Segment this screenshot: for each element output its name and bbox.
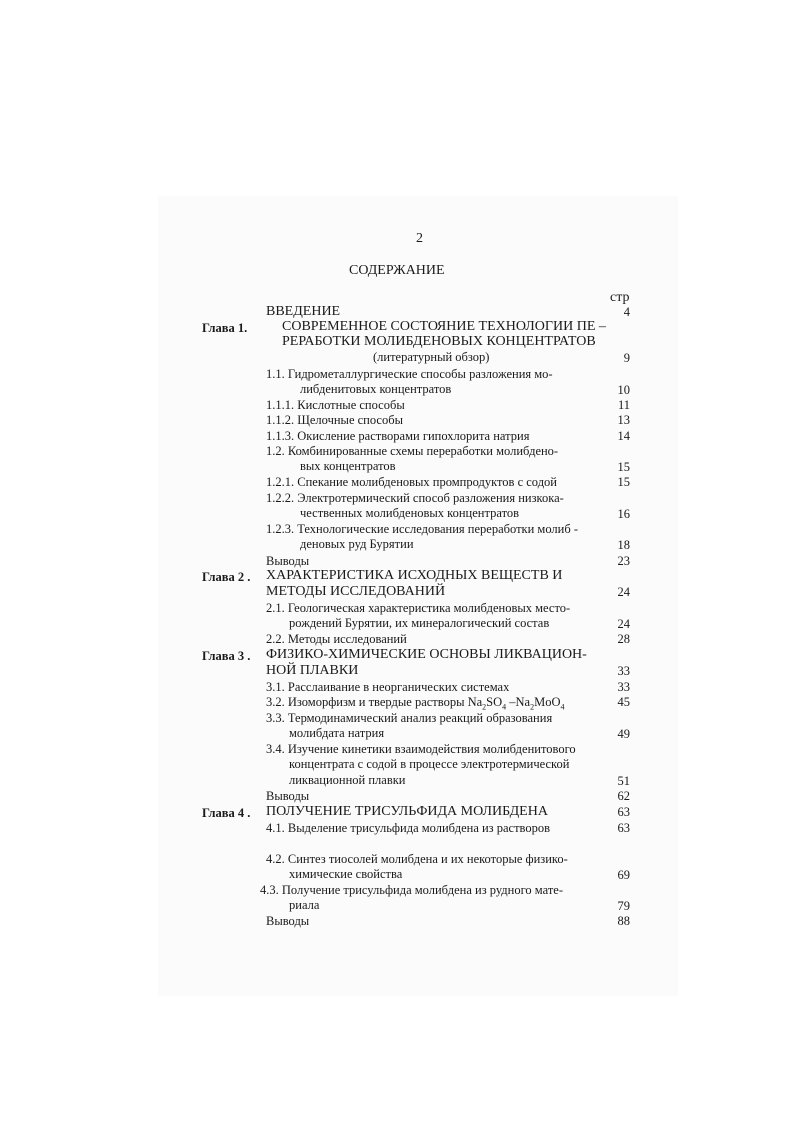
toc-page: 9 — [623, 351, 630, 365]
toc-page: 13 — [617, 413, 630, 427]
toc-intro: ВВЕДЕНИЕ — [266, 304, 341, 319]
toc-page: 51 — [617, 774, 630, 788]
toc-page: 49 — [617, 727, 630, 741]
toc-page: 23 — [617, 554, 630, 568]
toc-entry: 4.2. Синтез тиосолей молибдена и их некоторые физико- — [266, 852, 568, 866]
toc-entry: 1.2.2. Электротермический способ разложения низкока- — [266, 491, 564, 505]
toc-entry: деновых руд Бурятии — [300, 537, 414, 551]
toc-page: 69 — [617, 868, 630, 882]
chapter-title: ХАРАКТЕРИСТИКА ИСХОДНЫХ ВЕЩЕСТВ И — [266, 568, 563, 583]
toc-page: 33 — [617, 664, 630, 678]
toc-page: 28 — [617, 632, 630, 646]
toc-entry: 1.1.1. Кислотные способы — [266, 398, 405, 412]
chapter-title: МЕТОДЫ ИССЛЕДОВАНИЙ — [266, 584, 446, 599]
toc-entry: 1.1.3. Окисление растворами гипохлорита натрия — [266, 429, 530, 443]
toc-page: 88 — [617, 914, 630, 928]
toc-page: 15 — [617, 460, 630, 474]
toc-entry: 4.3. Получение трисульфида молибдена из рудного мате- — [260, 883, 564, 897]
toc-entry: либденитовых концентратов — [300, 382, 452, 396]
toc-page: 63 — [617, 821, 630, 835]
chapter-label: Глава 2 . — [202, 570, 251, 584]
chapter-label: Глава 3 . — [202, 649, 251, 663]
toc-entry: 4.1. Выделение трисульфида молибдена из растворов — [266, 821, 551, 835]
toc-page: 24 — [617, 585, 630, 599]
toc-entry: 1.2.3. Технологические исследования переработки молиб - — [266, 522, 579, 536]
toc-entry: риала — [289, 898, 320, 912]
toc-page: 45 — [617, 695, 630, 709]
toc-entry: чественных молибденовых концентратов — [300, 506, 520, 520]
toc-entry: 3.1. Расслаивание в неорганических системах — [266, 680, 510, 694]
toc-page: 11 — [617, 398, 630, 412]
toc-page: 15 — [617, 475, 630, 489]
toc-page: 16 — [617, 507, 630, 521]
chapter-label: Глава 1. — [202, 321, 248, 335]
toc-entry: вых концентратов — [300, 459, 396, 473]
toc-entry: 1.1. Гидрометаллургические способы разложения мо- — [266, 367, 553, 381]
page-column-header: стр — [610, 290, 630, 305]
toc-entry: ликвационной плавки — [289, 773, 406, 787]
page-number: 2 — [416, 231, 423, 246]
toc-page: 63 — [617, 805, 630, 819]
toc-page: 33 — [617, 680, 630, 694]
chapter-title: ПОЛУЧЕНИЕ ТРИСУЛЬФИДА МОЛИБДЕНА — [266, 804, 548, 819]
toc-page: 10 — [617, 383, 630, 397]
toc-entry: 3.2. Изоморфизм и твердые растворы $Na_2SO_4$ $-Na_2MoO_4$ — [266, 695, 565, 712]
toc-entry: 2.1. Геологическая характеристика молибденовых место- — [266, 601, 571, 615]
chapter-title: РЕРАБОТКИ МОЛИБДЕНОВЫХ КОНЦЕНТРАТОВ — [282, 334, 596, 349]
toc-page: 14 — [617, 429, 630, 443]
toc-entry: 1.2.1. Спекание молибденовых промпродуктов с содой — [266, 475, 557, 489]
toc-entry: химические свойства — [289, 867, 403, 881]
toc-conclusions: Выводы — [266, 914, 310, 928]
toc-entry: рождений Бурятии, их минералогический состав — [289, 616, 550, 630]
chapter-title: ФИЗИКО-ХИМИЧЕСКИЕ ОСНОВЫ ЛИКВАЦИОН- — [266, 647, 587, 662]
toc-entry: концентрата с содой в процессе электротермической — [289, 757, 570, 771]
toc-page: 24 — [617, 617, 630, 631]
toc-page: 4 — [623, 305, 630, 319]
toc-entry: молибдата натрия — [289, 726, 385, 740]
toc-conclusions: Выводы — [266, 789, 310, 803]
toc-entry: 3.3. Термодинамический анализ реакций образования — [266, 711, 553, 725]
chapter-title: СОВРЕМЕННОЕ СОСТОЯНИЕ ТЕХНОЛОГИИ ПЕ – — [282, 319, 606, 334]
toc-page: 18 — [617, 538, 630, 552]
toc-conclusions: Выводы — [266, 554, 310, 568]
page-title: СОДЕРЖАНИЕ — [349, 263, 445, 278]
toc-page: 79 — [617, 899, 630, 913]
toc-page: 62 — [617, 789, 630, 803]
chapter-subtitle: (литературный обзор) — [373, 350, 490, 364]
chapter-title: НОЙ ПЛАВКИ — [266, 663, 359, 678]
toc-entry: 2.2. Методы исследований — [266, 632, 407, 646]
toc-entry: 3.4. Изучение кинетики взаимодействия молибденитового — [266, 742, 576, 756]
chapter-label: Глава 4 . — [202, 806, 251, 820]
toc-entry: 1.1.2. Щелочные способы — [266, 413, 403, 427]
toc-entry: 1.2. Комбинированные схемы переработки молибдено- — [266, 444, 559, 458]
